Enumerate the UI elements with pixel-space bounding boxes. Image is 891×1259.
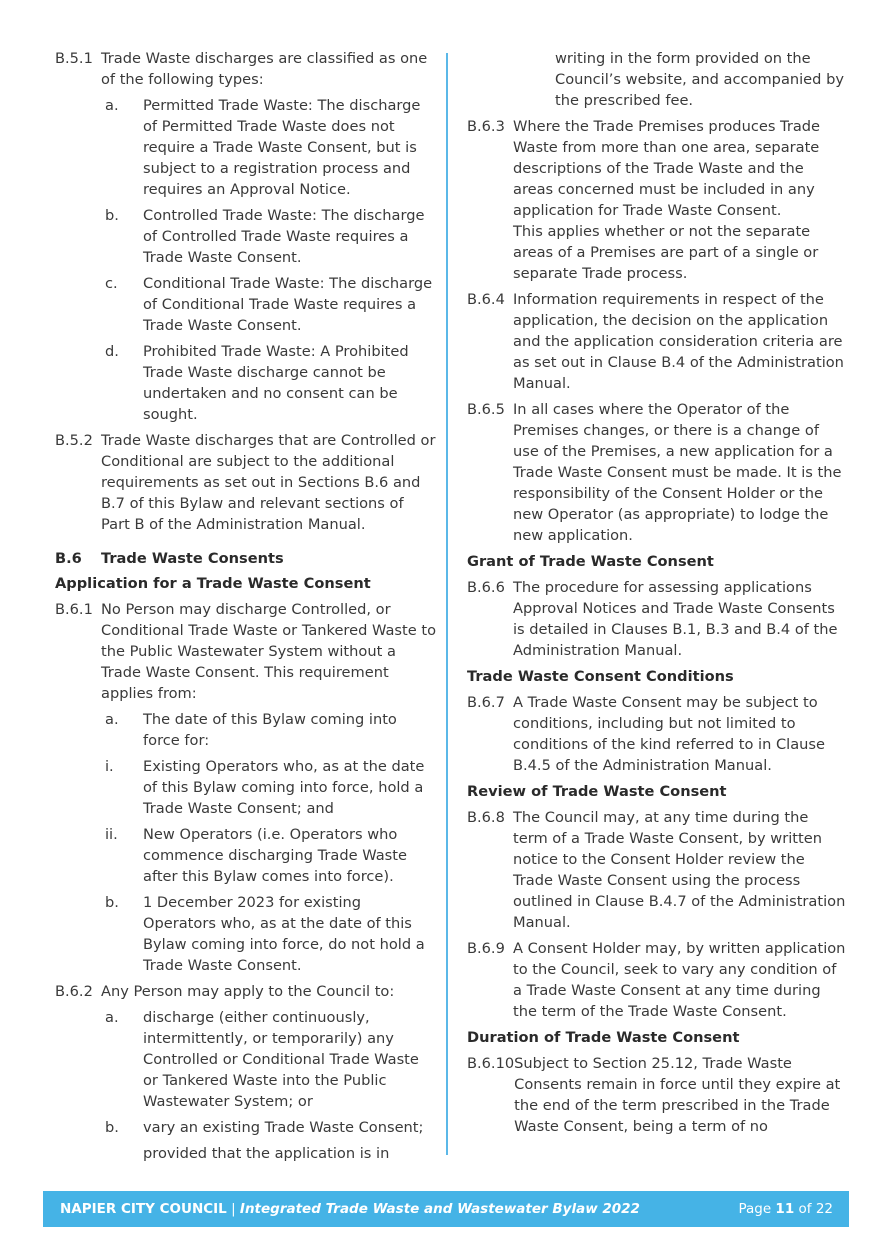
list-item xyxy=(101,341,437,425)
clause-text: Information requirements in respect of the application, the decision on the application and the application consideration criteria are as set out in Clause B.4 of the Administration Manual. xyxy=(513,291,844,392)
list-item xyxy=(101,95,437,200)
subheading-application: Application for a Trade Waste Consent xyxy=(55,575,371,592)
clause-b-6-8 xyxy=(467,807,847,933)
item-text: Prohibited Trade Waste: A Prohibited Trade Waste discharge cannot be undertaken and no consent can be sought. xyxy=(143,343,409,423)
item-number: b. xyxy=(105,1119,119,1136)
clause-b-6-1 xyxy=(55,599,437,704)
list-item xyxy=(101,892,437,976)
list-item xyxy=(101,824,437,887)
clause-text: No Person may discharge Controlled, or Conditional Trade Waste or Tankered Waste to the Public Wastewater System without a Trade Waste Consent. This requirement applies from: xyxy=(101,601,437,702)
clause-note: This applies whether or not the separate areas of a Premises are part of a single or separate Trade process. xyxy=(513,223,819,282)
item-number: a. xyxy=(105,1009,119,1026)
clause-number: B.6.7 xyxy=(467,694,505,711)
clause-text: In all cases where the Operator of the Premises changes, or there is a change of use of the Premises, a new application for a Trade Waste Consent must be made. It is the responsibility of the Consent Holder or the new Operator (as appropriate) to lodge the new application. xyxy=(513,401,842,544)
list-item xyxy=(101,709,437,751)
item-number: b. xyxy=(105,207,119,224)
clause-b-6-2 xyxy=(55,981,437,1002)
clause-number: B.5.1 xyxy=(55,50,93,67)
page-footer xyxy=(43,1191,849,1227)
clause-b-6-5 xyxy=(467,399,847,546)
clause-text: Any Person may apply to the Council to: xyxy=(101,983,395,1000)
subheading-grant: Grant of Trade Waste Consent xyxy=(467,553,714,570)
clause-text: A Trade Waste Consent may be subject to conditions, including but not limited to conditions of the kind referred to in Clause B.4.5 of the Administration Manual. xyxy=(513,694,825,774)
section-number: B.6 xyxy=(55,550,82,567)
footer-organization: NAPIER CITY COUNCIL xyxy=(60,1201,227,1217)
item-number: i. xyxy=(105,758,114,775)
continuation-text: writing in the form provided on the Council’s website, and accompanied by the prescribed fee. xyxy=(555,50,844,109)
item-number: a. xyxy=(105,711,119,728)
section-heading-b-6 xyxy=(55,548,437,569)
clause-b-5-1 xyxy=(55,48,437,90)
footer-document-title: Integrated Trade Waste and Wastewater Bylaw 2022 xyxy=(239,1201,640,1217)
subheading-duration: Duration of Trade Waste Consent xyxy=(467,1029,740,1046)
clause-number: B.6.6 xyxy=(467,579,505,596)
item-number: ii. xyxy=(105,826,118,843)
clause-b-6-7 xyxy=(467,692,847,776)
page-prefix: Page xyxy=(738,1201,776,1217)
item-text: discharge (either continuously, intermittently, or temporarily) any Controlled or Conditional Trade Waste or Tankered Waste into the Public Wastewater System; or xyxy=(143,1009,419,1110)
list-item xyxy=(101,205,437,268)
list-item xyxy=(101,1007,437,1112)
clause-text: The procedure for assessing applications Approval Notices and Trade Waste Consents is detailed in Clauses B.1, B.3 and B.4 of the Administration Manual. xyxy=(513,579,838,659)
continuation-text: provided that the application is in xyxy=(143,1145,390,1162)
clause-b-6-3 xyxy=(467,116,847,221)
left-column xyxy=(55,48,437,1169)
subheading-conditions: Trade Waste Consent Conditions xyxy=(467,668,734,685)
clause-number: B.5.2 xyxy=(55,432,93,449)
footer-left xyxy=(60,1201,640,1217)
clause-b-5-2 xyxy=(55,430,437,535)
clause-b-6-6 xyxy=(467,577,847,661)
clause-text: Trade Waste discharges are classified as one of the following types: xyxy=(101,50,428,88)
clause-text: Subject to Section 25.12, Trade Waste Consents remain in force until they expire at the end of the term prescribed in the Trade Waste Consent, being a term of no xyxy=(514,1055,841,1135)
clause-number: B.6.8 xyxy=(467,809,505,826)
item-text: 1 December 2023 for existing Operators who, as at the date of this Bylaw coming into force, do not hold a Trade Waste Consent. xyxy=(143,894,425,974)
subheading-review: Review of Trade Waste Consent xyxy=(467,783,727,800)
current-page: 11 xyxy=(775,1201,795,1217)
item-text: Permitted Trade Waste: The discharge of Permitted Trade Waste does not require a Trade Waste Consent, but is subject to a registration process and requires an Approval Notice. xyxy=(143,97,421,198)
clause-number: B.6.9 xyxy=(467,940,505,957)
clause-text: The Council may, at any time during the term of a Trade Waste Consent, by written notice to the Consent Holder review the Trade Waste Consent using the process outlined in Clause B.4.7 of the Administration Manual. xyxy=(513,809,846,931)
page-number xyxy=(738,1201,833,1217)
clause-b-6-10 xyxy=(467,1053,847,1137)
clause-number: B.6.5 xyxy=(467,401,505,418)
clause-number: B.6.4 xyxy=(467,291,505,308)
item-text: Existing Operators who, as at the date of this Bylaw coming into force, hold a Trade Waste Consent; and xyxy=(143,758,425,817)
clause-number: B.6.1 xyxy=(55,601,93,618)
clause-number: B.6.3 xyxy=(467,118,505,135)
footer-separator: | xyxy=(226,1201,240,1217)
right-column xyxy=(467,48,847,1142)
list-item xyxy=(101,273,437,336)
item-text: The date of this Bylaw coming into force for: xyxy=(143,711,397,749)
column-divider xyxy=(446,53,448,1155)
item-text: Conditional Trade Waste: The discharge of Conditional Trade Waste requires a Trade Waste Consent. xyxy=(143,275,433,334)
item-text: Controlled Trade Waste: The discharge of Controlled Trade Waste requires a Trade Waste Consent. xyxy=(143,207,425,266)
clause-text: A Consent Holder may, by written application to the Council, seek to vary any condition of a Trade Waste Consent at any time during the term of the Trade Waste Consent. xyxy=(513,940,846,1020)
clause-text: Where the Trade Premises produces Trade Waste from more than one area, separate descriptions of the Trade Waste and the areas concerned must be included in any application for Trade Waste Consent. xyxy=(513,118,821,219)
item-text: vary an existing Trade Waste Consent; xyxy=(143,1119,424,1136)
clause-b-6-9 xyxy=(467,938,847,1022)
item-number: b. xyxy=(105,894,119,911)
item-number: a. xyxy=(105,97,119,114)
item-number: d. xyxy=(105,343,119,360)
item-text: New Operators (i.e. Operators who commence discharging Trade Waste after this Bylaw comes into force). xyxy=(143,826,407,885)
clause-text: Trade Waste discharges that are Controlled or Conditional are subject to the additional requirements as set out in Sections B.6 and B.7 of this Bylaw and relevant sections of Part B of the Administration Manual. xyxy=(101,432,436,533)
page-suffix: of 22 xyxy=(794,1201,833,1217)
section-title: Trade Waste Consents xyxy=(101,550,284,567)
clause-number: B.6.2 xyxy=(55,983,93,1000)
clause-b-6-4 xyxy=(467,289,847,394)
list-item xyxy=(101,756,437,819)
list-item xyxy=(101,1117,437,1138)
clause-number: B.6.10 xyxy=(467,1055,515,1072)
item-number: c. xyxy=(105,275,118,292)
